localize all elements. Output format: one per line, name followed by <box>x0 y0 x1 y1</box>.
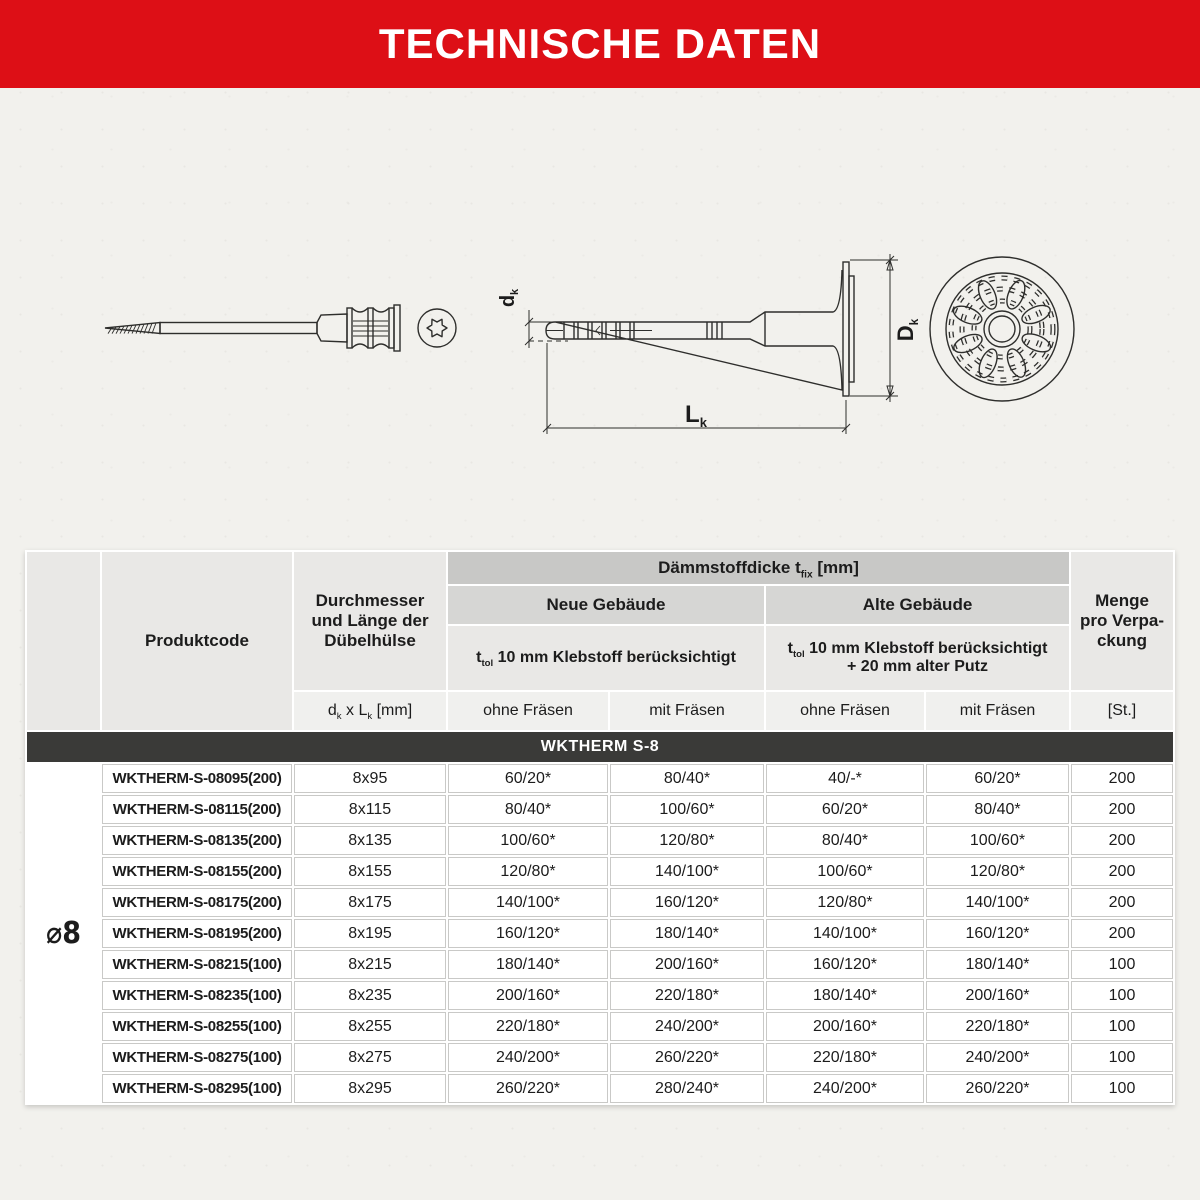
value-neue-mit-fraesen: 120/80* <box>610 826 764 855</box>
value-alte-mit-fraesen: 220/180* <box>926 1012 1069 1041</box>
value-alte-ohne-fraesen: 80/40* <box>766 826 924 855</box>
size-cell: 8x275 <box>294 1043 446 1072</box>
header-durchmesser: Durchmesser und Länge der Dübelhülse <box>294 552 446 690</box>
screw-head-top-view-drawing <box>418 309 456 347</box>
value-neue-ohne-fraesen: 200/160* <box>448 981 608 1010</box>
value-alte-ohne-fraesen: 100/60* <box>766 857 924 886</box>
series-header-row <box>27 732 1173 762</box>
qty-cell: 100 <box>1071 950 1173 979</box>
header-ohne-fraesen-neue: ohne Fräsen <box>448 692 608 730</box>
table-row <box>27 795 1173 824</box>
qty-cell: 200 <box>1071 888 1173 917</box>
title-banner <box>0 0 1200 88</box>
qty-cell: 200 <box>1071 795 1173 824</box>
product-code-cell: WKTHERM-S-08115(200) <box>102 795 292 824</box>
value-alte-ohne-fraesen: 200/160* <box>766 1012 924 1041</box>
product-code-cell: WKTHERM-S-08095(200) <box>102 764 292 793</box>
header-mit-fraesen-neue: mit Fräsen <box>610 692 764 730</box>
series-header-label: WKTHERM S-8 <box>27 732 1173 762</box>
diameter-group-label: ⌀8 <box>27 764 100 1103</box>
product-code-cell: WKTHERM-S-08195(200) <box>102 919 292 948</box>
qty-cell: 100 <box>1071 1074 1173 1103</box>
header-alte-gebaeude: Alte Gebäude <box>766 586 1069 624</box>
value-neue-mit-fraesen: 240/200* <box>610 1012 764 1041</box>
product-code-cell: WKTHERM-S-08135(200) <box>102 826 292 855</box>
value-alte-mit-fraesen: 200/160* <box>926 981 1069 1010</box>
value-neue-ohne-fraesen: 60/20* <box>448 764 608 793</box>
value-neue-mit-fraesen: 260/220* <box>610 1043 764 1072</box>
table-row <box>27 764 1173 793</box>
corner-header-cell <box>27 552 100 730</box>
table-row <box>27 1074 1173 1103</box>
header-ttol-alte: $t_{tol}$ 10 mm Klebstoff berücksichtigt + 20 mm alter Putz <box>766 626 1069 690</box>
screw-side-view-drawing <box>105 305 400 351</box>
product-code-cell: WKTHERM-S-08295(100) <box>102 1074 292 1103</box>
value-alte-mit-fraesen: 260/220* <box>926 1074 1069 1103</box>
product-code-cell: WKTHERM-S-08215(100) <box>102 950 292 979</box>
header-ohne-fraesen-alte: ohne Fräsen <box>766 692 924 730</box>
svg-text:Lk: $L_k$ <box>685 401 707 430</box>
header-menge: Menge pro Verpa- ckung <box>1071 552 1173 690</box>
header-produktcode: Produktcode <box>102 552 292 730</box>
value-neue-ohne-fraesen: 100/60* <box>448 826 608 855</box>
header-ttol-neue: $t_{tol}$ 10 mm Klebstoff berücksichtigt <box>448 626 764 690</box>
value-neue-mit-fraesen: 160/120* <box>610 888 764 917</box>
value-alte-mit-fraesen: 140/100* <box>926 888 1069 917</box>
value-alte-ohne-fraesen: 140/100* <box>766 919 924 948</box>
plate-front-view-drawing <box>930 257 1074 401</box>
spec-table <box>25 550 1175 1105</box>
table-row <box>27 919 1173 948</box>
product-code-cell: WKTHERM-S-08255(100) <box>102 1012 292 1041</box>
size-cell: 8x295 <box>294 1074 446 1103</box>
svg-text:dk: $d_k$ <box>497 288 521 308</box>
size-cell: 8x235 <box>294 981 446 1010</box>
value-alte-mit-fraesen: 240/200* <box>926 1043 1069 1072</box>
product-code-cell: WKTHERM-S-08155(200) <box>102 857 292 886</box>
product-code-cell: WKTHERM-S-08235(100) <box>102 981 292 1010</box>
value-neue-ohne-fraesen: 160/120* <box>448 919 608 948</box>
table-row <box>27 888 1173 917</box>
size-cell: 8x95 <box>294 764 446 793</box>
value-neue-mit-fraesen: 80/40* <box>610 764 764 793</box>
value-neue-ohne-fraesen: 120/80* <box>448 857 608 886</box>
value-neue-ohne-fraesen: 80/40* <box>448 795 608 824</box>
value-alte-mit-fraesen: 160/120* <box>926 919 1069 948</box>
value-neue-ohne-fraesen: 220/180* <box>448 1012 608 1041</box>
value-neue-ohne-fraesen: 240/200* <box>448 1043 608 1072</box>
header-mit-fraesen-alte: mit Fräsen <box>926 692 1069 730</box>
value-alte-ohne-fraesen: 240/200* <box>766 1074 924 1103</box>
value-alte-mit-fraesen: 60/20* <box>926 764 1069 793</box>
fastener-drawing-svg <box>80 238 1100 468</box>
value-alte-ohne-fraesen: 160/120* <box>766 950 924 979</box>
table-row <box>27 1043 1173 1072</box>
size-cell: 8x155 <box>294 857 446 886</box>
table-row <box>27 826 1173 855</box>
value-alte-ohne-fraesen: 220/180* <box>766 1043 924 1072</box>
svg-text:Dk: $D_k$ <box>893 318 921 342</box>
dowel-side-view-drawing <box>546 262 854 396</box>
value-alte-mit-fraesen: 100/60* <box>926 826 1069 855</box>
qty-cell: 200 <box>1071 826 1173 855</box>
value-neue-ohne-fraesen: 140/100* <box>448 888 608 917</box>
table-row <box>27 857 1173 886</box>
value-neue-mit-fraesen: 140/100* <box>610 857 764 886</box>
size-cell: 8x195 <box>294 919 446 948</box>
size-cell: 8x115 <box>294 795 446 824</box>
table-row <box>27 1012 1173 1041</box>
qty-cell: 100 <box>1071 981 1173 1010</box>
qty-cell: 200 <box>1071 764 1173 793</box>
technical-drawings <box>80 238 1100 468</box>
size-cell: 8x135 <box>294 826 446 855</box>
header-dk-x-lk: $d_k$ x $L_k$ [mm] <box>294 692 446 730</box>
value-alte-ohne-fraesen: 60/20* <box>766 795 924 824</box>
value-neue-mit-fraesen: 200/160* <box>610 950 764 979</box>
value-alte-mit-fraesen: 120/80* <box>926 857 1069 886</box>
dimension-Lk <box>543 343 850 434</box>
value-neue-mit-fraesen: 100/60* <box>610 795 764 824</box>
value-neue-mit-fraesen: 220/180* <box>610 981 764 1010</box>
qty-cell: 200 <box>1071 919 1173 948</box>
value-alte-mit-fraesen: 80/40* <box>926 795 1069 824</box>
size-cell: 8x175 <box>294 888 446 917</box>
dimension-Dk <box>850 254 921 402</box>
header-daemmstoffdicke: Dämmstoffdicke $t_{fix}$ [mm] <box>448 552 1069 584</box>
value-alte-ohne-fraesen: 180/140* <box>766 981 924 1010</box>
qty-cell: 100 <box>1071 1012 1173 1041</box>
value-alte-ohne-fraesen: 120/80* <box>766 888 924 917</box>
page-title: TECHNISCHE DATEN <box>378 20 822 67</box>
value-neue-mit-fraesen: 280/240* <box>610 1074 764 1103</box>
header-st-unit: [St.] <box>1071 692 1173 730</box>
table-row <box>27 981 1173 1010</box>
value-neue-ohne-fraesen: 260/220* <box>448 1074 608 1103</box>
size-cell: 8x215 <box>294 950 446 979</box>
value-alte-mit-fraesen: 180/140* <box>926 950 1069 979</box>
product-code-cell: WKTHERM-S-08275(100) <box>102 1043 292 1072</box>
value-neue-mit-fraesen: 180/140* <box>610 919 764 948</box>
value-neue-ohne-fraesen: 180/140* <box>448 950 608 979</box>
product-code-cell: WKTHERM-S-08175(200) <box>102 888 292 917</box>
table-row <box>27 950 1173 979</box>
value-alte-ohne-fraesen: 40/-* <box>766 764 924 793</box>
header-neue-gebaeude: Neue Gebäude <box>448 586 764 624</box>
qty-cell: 100 <box>1071 1043 1173 1072</box>
qty-cell: 200 <box>1071 857 1173 886</box>
size-cell: 8x255 <box>294 1012 446 1041</box>
